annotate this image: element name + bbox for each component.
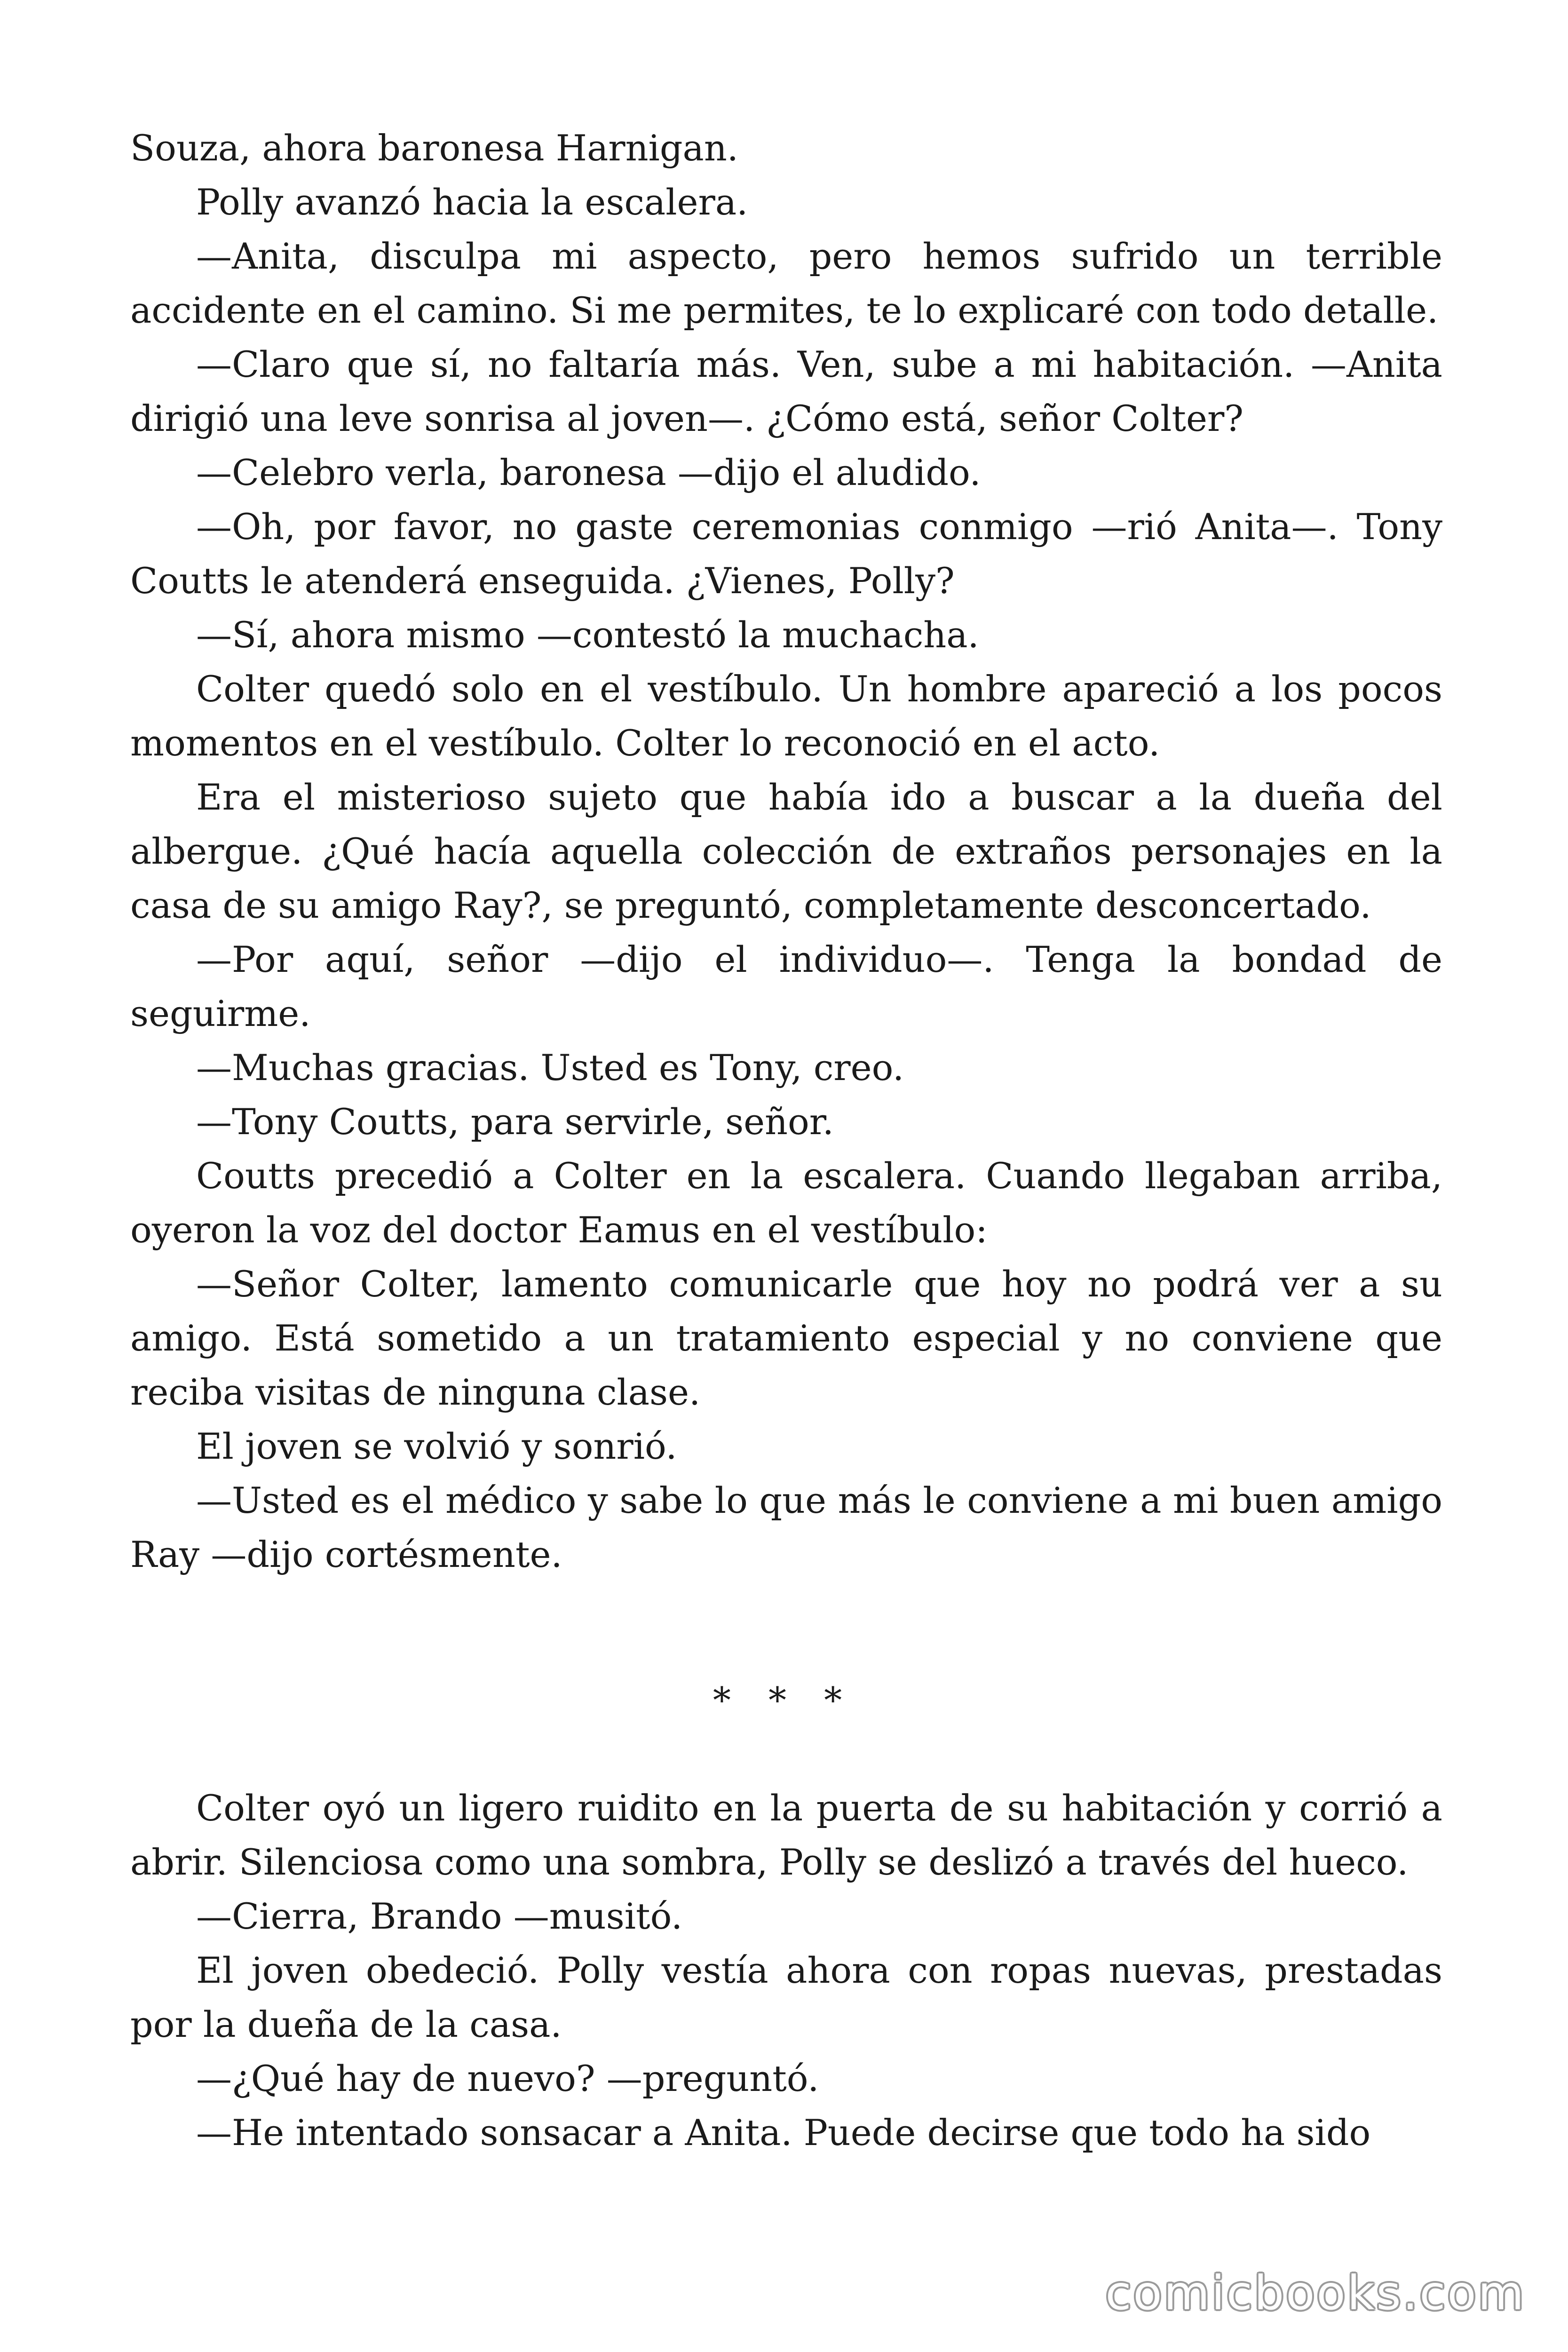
watermark: comicbooks.com (1105, 2265, 1526, 2320)
paragraph: Era el misterioso sujeto que había ido a buscar a la dueña del albergue. ¿Qué hacía aquella colección de extraños personajes en la casa de su amigo Ray?, se preguntó, completamente desconcertado. (130, 776, 1442, 926)
paragraph: Colter oyó un ligero ruidito en la puerta de su habitación y corrió a abrir. Silenciosa como una sombra, Polly se deslizó a través del hueco. (130, 1787, 1442, 1883)
paragraph: Coutts precedió a Colter en la escalera. Cuando llegaban arriba, oyeron la voz del doctor Eamus en el vestíbulo: (130, 1155, 1442, 1251)
paragraph: El joven obedeció. Polly vestía ahora con ropas nuevas, prestadas por la dueña de la casa. (130, 1949, 1442, 2045)
paragraph: —Anita, disculpa mi aspecto, pero hemos sufrido un terrible accidente en el camino. Si me permites, te lo explicaré con todo detalle. (130, 235, 1442, 331)
scene-break: * * * (713, 1679, 855, 1721)
paragraph: —Oh, por favor, no gaste ceremonias conmigo —rió Anita—. Tony Coutts le atenderá enseguida. ¿Vienes, Polly? (130, 506, 1442, 602)
paragraph: El joven se volvió y sonrió. (196, 1425, 677, 1467)
paragraph: —¿Qué hay de nuevo? —preguntó. (196, 2058, 819, 2099)
paragraph: —Celebro verla, baronesa —dijo el aludido. (196, 452, 981, 493)
paragraph: Polly avanzó hacia la escalera. (196, 181, 748, 223)
paragraph: Colter quedó solo en el vestíbulo. Un hombre apareció a los pocos momentos en el vestíbulo. Colter lo reconoció en el acto. (130, 668, 1442, 764)
paragraph: —Sí, ahora mismo —contestó la muchacha. (196, 614, 979, 656)
paragraph: —Muchas gracias. Usted es Tony, creo. (196, 1047, 904, 1089)
paragraph: —Claro que sí, no faltaría más. Ven, sube a mi habitación. —Anita dirigió una leve sonrisa al joven—. ¿Cómo está, señor Colter? (130, 343, 1442, 439)
paragraph: —Por aquí, señor —dijo el individuo—. Tenga la bondad de seguirme. (130, 938, 1442, 1034)
paragraph: —Cierra, Brando —musitó. (196, 1895, 683, 1937)
paragraph: Souza, ahora baronesa Harnigan. (130, 127, 738, 169)
text-block-top (130, 121, 1442, 1581)
paragraph: —Usted es el médico y sabe lo que más le conviene a mi buen amigo Ray —dijo cortésmente. (130, 1479, 1442, 1575)
paragraph: —Tony Coutts, para servirle, señor. (196, 1101, 834, 1143)
paragraph: —He intentado sonsacar a Anita. Puede decirse que todo ha sido (196, 2112, 1371, 2153)
text-block-bottom (130, 1781, 1442, 2160)
paragraph: —Señor Colter, lamento comunicarle que hoy no podrá ver a su amigo. Está sometido a un tratamiento especial y no conviene que reciba visitas de ninguna clase. (130, 1263, 1442, 1413)
